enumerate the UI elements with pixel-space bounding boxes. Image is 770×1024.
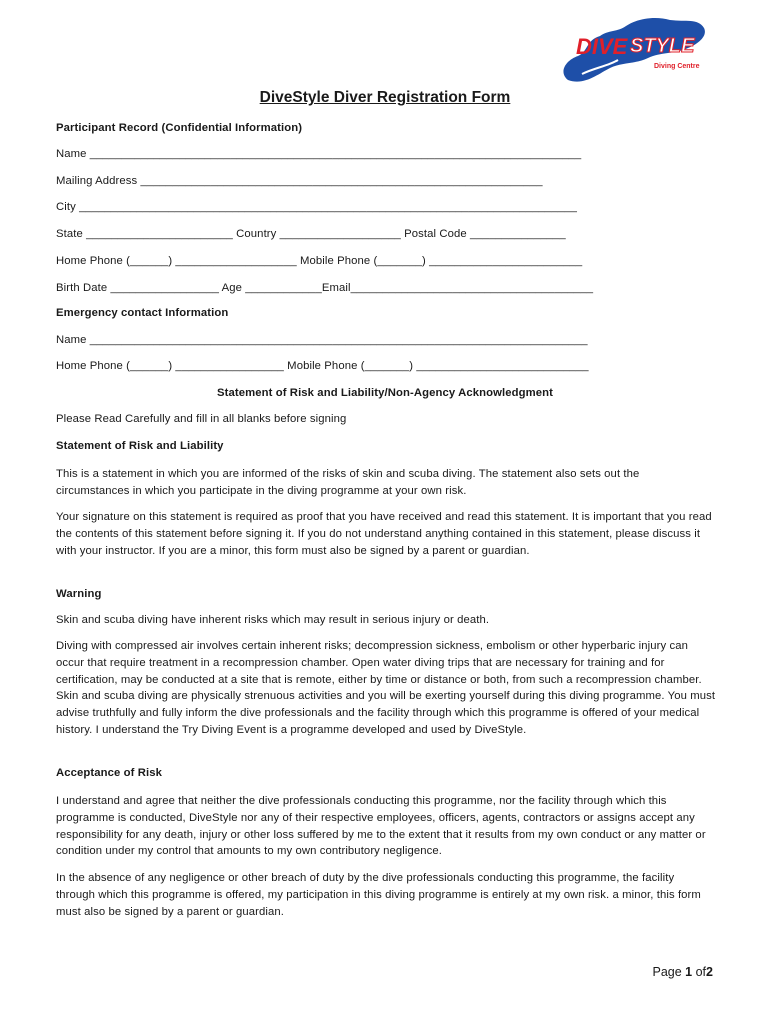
statement-heading: Statement of Risk and Liability/Non-Agency Acknowledgment [216, 387, 554, 399]
of-word: of [695, 965, 707, 979]
paragraph-acceptance: I understand and agree that neither the dive professionals conducting this programme, nor the facility through which this programme is conducted, DiveStyle nor any of their respective employees, officers, agents, contractors or assigns accept any responsibility for any death, injury or other loss suffered by me to the extent that it results from my own conduct or any matter or condition under my control that amounts to my own contributory negligence. [56, 795, 706, 858]
instructions-text: Please Read Carefully and fill in all blanks before signing [56, 413, 347, 425]
participant-phone-fields[interactable]: Home Phone (______) ___________________ Mobile Phone (_______) ________________________ [56, 255, 583, 267]
emergency-heading: Emergency contact Information [56, 307, 229, 319]
birth-age-email-fields[interactable]: Birth Date _________________ Age ____________Email______________________________________ [56, 282, 594, 294]
state-country-postal-fields[interactable]: State _______________________ Country ___________________ Postal Code _______________ [56, 228, 566, 240]
paragraph-diving-risks: Diving with compressed air involves certain inherent risks; decompression sickness, embolism or other hyperbaric injury can occur that require treatment in a recompression chamber. Open water diving trips that are necessary for training and for certification, may be conducted at a site that is remote, either by time or distance or both, from such a recompression chamber. Skin and scuba diving are physically strenuous activities and you will be exerting yourself during this diving programme. You must advise truthfully and fully inform the dive professionals and the facility through which this programme is offered of your medical history. I understand the Try Diving Event is a programme developed and used by DiveStyle. [56, 640, 716, 736]
participant-heading: Participant Record (Confidential Information) [56, 122, 303, 134]
page-word: Page [652, 965, 682, 979]
page-number [652, 965, 713, 979]
svg-text:STYLE: STYLE [630, 35, 695, 57]
paragraph-risk-intro: This is a statement in which you are informed of the risks of skin and scuba diving. The statement also sets out the circumstances in which you participate in the diving programme at your own risk. [56, 468, 640, 497]
warning-heading: Warning [56, 588, 102, 600]
current-page: 1 [685, 965, 693, 979]
mailing-address-field[interactable]: Mailing Address _______________________________________________________________ [56, 175, 543, 187]
participant-name-field[interactable]: Name _____________________________________________________________________________ [56, 148, 582, 160]
paragraph-negligence: In the absence of any negligence or other breach of duty by the dive professionals conducting this programme, the facility through which this programme is offered, my participation in this diving programme is entirely at my own risk. a minor, this form must also be signed by a parent or guardian. [56, 872, 701, 918]
total-pages: 2 [706, 965, 713, 979]
page-title: DiveStyle Diver Registration Form [259, 89, 511, 106]
divestyle-logo [548, 10, 708, 90]
city-field[interactable]: City ______________________________________________________________________________ [56, 201, 577, 213]
warning-text: Skin and scuba diving have inherent risks which may result in serious injury or death. [56, 614, 490, 626]
svg-text:DIVE: DIVE [576, 34, 628, 59]
emergency-phone-fields[interactable]: Home Phone (______) _________________ Mobile Phone (_______) ___________________________ [56, 360, 589, 372]
risk-heading: Statement of Risk and Liability [56, 440, 224, 452]
emergency-name-field[interactable]: Name ______________________________________________________________________________ [56, 334, 588, 346]
paragraph-signature: Your signature on this statement is required as proof that you have received and read this statement. It is important that you read the contents of this statement before signing it. If you do not understand anything contained in this statement, please discuss it with your instructor. If you are a minor, this form must also be signed by a parent or guardian. [56, 511, 712, 557]
acceptance-heading: Acceptance of Risk [56, 767, 163, 779]
svg-text:Diving Centre: Diving Centre [654, 63, 700, 70]
